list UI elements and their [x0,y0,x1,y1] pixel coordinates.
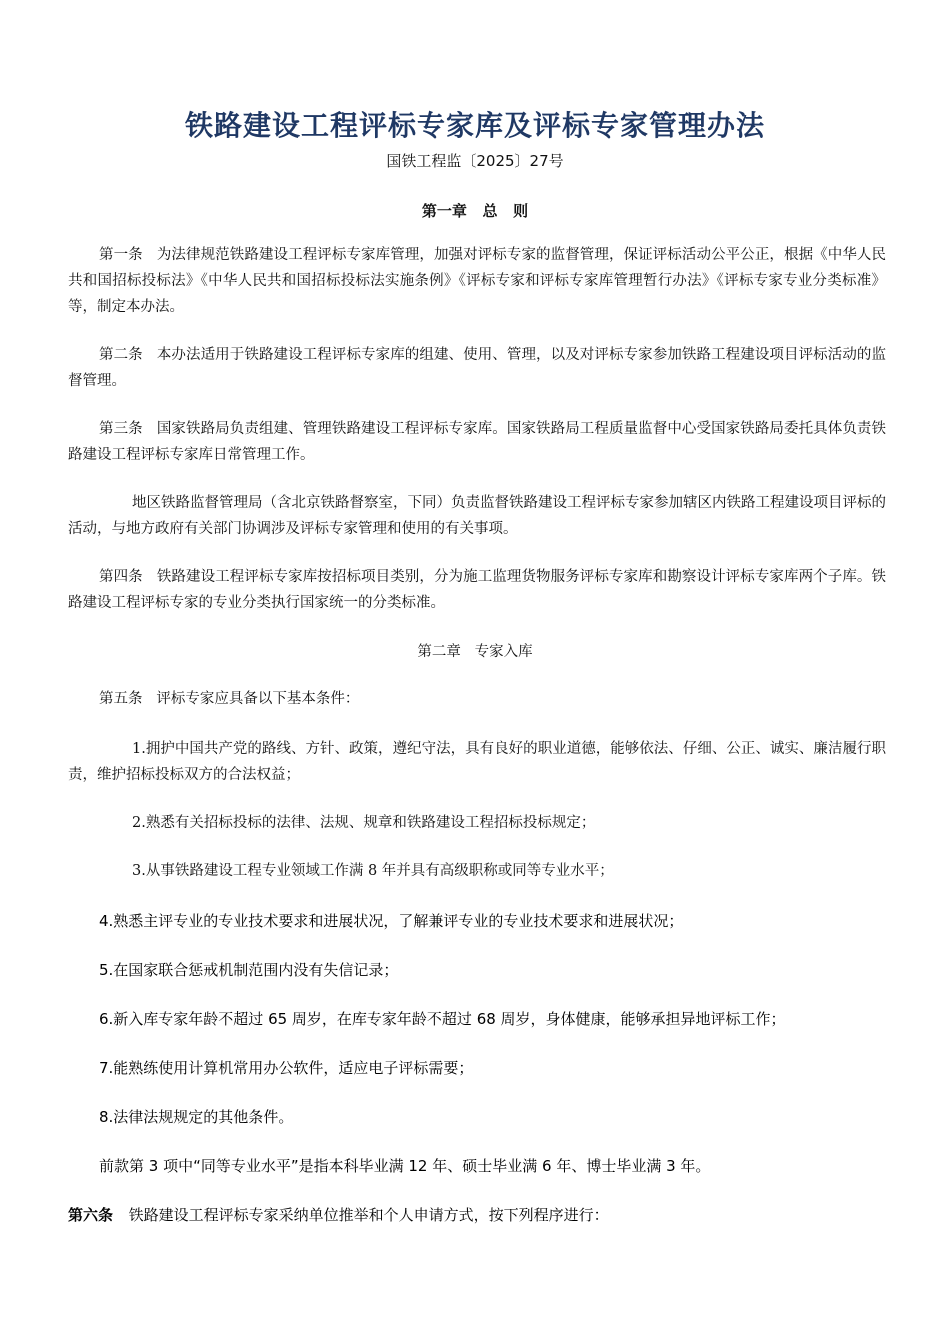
article-2 [68,342,886,394]
article-2-text: 本办法适用于铁路建设工程评标专家库的组建、使用、管理，以及对评标专家参加铁路工程建设项目评标活动的监督管理。 [68,347,887,389]
condition-item-6: 6.新入库专家年龄不超过 65 周岁，在库专家年龄不超过 68 周岁，身体健康，能够承担异地评标工作； [99,1010,786,1028]
article-6-label: 第六条 [68,1206,129,1224]
condition-item-4: 4.熟悉主评专业的专业技术要求和进展状况，了解兼评专业的专业技术要求和进展状况； [99,912,684,930]
chapter-1-heading: 第一章 总 则 [421,202,529,220]
article-4-label: 第四条 [99,569,157,585]
document-title: 铁路建设工程评标专家库及评标专家管理办法 [184,109,765,142]
chapter-2-heading: 第二章 专家入库 [417,644,533,660]
condition-item-5: 5.在国家联合惩戒机制范围内没有失信记录； [99,961,399,979]
article-6-text: 铁路建设工程评标专家采纳单位推举和个人申请方式，按下列程序进行： [128,1206,609,1224]
article-3 [68,416,886,468]
article-4-text: 铁路建设工程评标专家库按招标项目类别，分为施工监理货物服务评标专家库和勘察设计评标专家库两个子库。铁路建设工程评标专家的专业分类执行国家统一的分类标准。 [68,569,887,611]
condition-item-1: 1.拥护中国共产党的路线、方针、政策，遵纪守法，具有良好的职业道德，能够依法、仔细、公正、诚实、廉洁履行职责，维护招标投标双方的合法权益； [68,741,886,783]
article-1-label: 第一条 [99,247,157,263]
article-3-text: 国家铁路局负责组建、管理铁路建设工程评标专家库。国家铁路局工程质量监督中心受国家铁路局委托具体负责铁路建设工程评标专家库日常管理工作。 [68,421,887,463]
condition-item-3: 3.从事铁路建设工程专业领域工作满 8 年并具有高级职称或同等专业水平； [132,863,614,879]
article-5 [68,686,886,712]
article-6 [68,1202,886,1228]
condition-item-7: 7.能熟练使用计算机常用办公软件，适应电子评标需要； [99,1059,474,1077]
article-1-text: 为法律规范铁路建设工程评标专家库管理，加强对评标专家的监督管理，保证评标活动公平公正，根据《中华人民共和国招标投标法》《中华人民共和国招标投标法实施条例》《评标专家和评标专家库管理暂行办法》《评标专家专业分类标准》等，制定本办法。 [68,247,887,315]
article-3-paragraph-2: 地区铁路监督管理局（含北京铁路督察室，下同）负责监督铁路建设工程评标专家参加辖区内铁路工程建设项目评标的活动，与地方政府有关部门协调涉及评标专家管理和使用的有关事项。 [68,495,886,537]
document-number: 国铁工程监〔2025〕27号 [386,152,564,170]
equivalent-level-note: 前款第 3 项中“同等专业水平”是指本科毕业满 12 年、硕士毕业满 6 年、博士毕业满 3 年。 [99,1157,711,1175]
condition-item-8: 8.法律法规规定的其他条件。 [99,1108,294,1126]
article-4 [68,564,886,616]
article-2-label: 第二条 [99,347,157,363]
article-3-label: 第三条 [99,421,157,437]
condition-item-2: 2.熟悉有关招标投标的法律、法规、规章和铁路建设工程招标投标规定； [132,815,596,831]
article-1 [68,242,886,320]
article-5-text: 评标专家应具备以下基本条件： [156,691,360,707]
article-5-label: 第五条 [99,691,157,707]
